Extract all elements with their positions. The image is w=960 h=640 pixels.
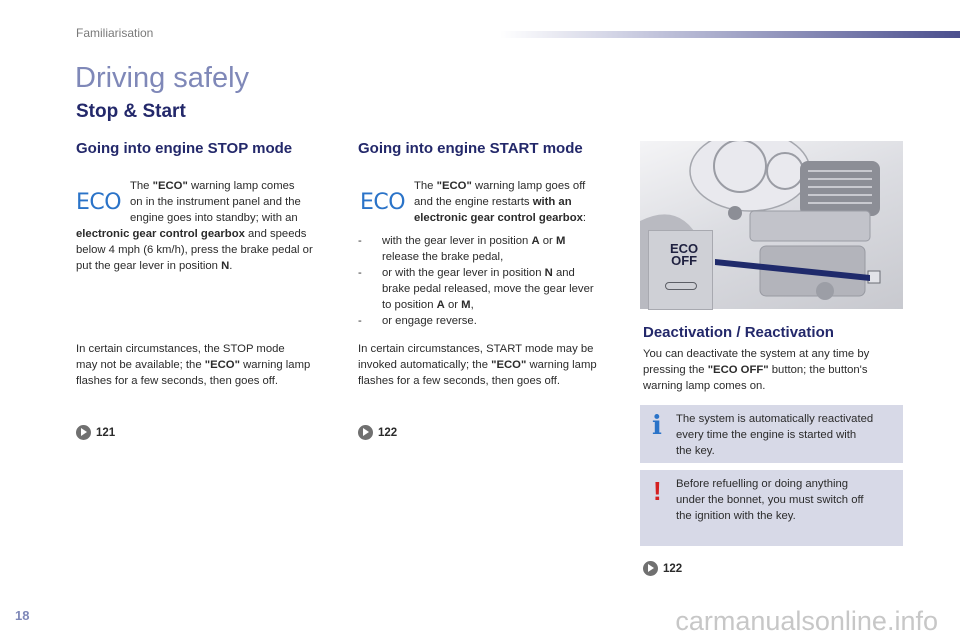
section-label: Familiarisation bbox=[76, 26, 154, 40]
page-reference-link[interactable]: 121 bbox=[76, 425, 115, 440]
start-intro-lines: The "ECO" warning lamp goes off and the engine restarts with an electronic gear control gearbox: bbox=[414, 180, 587, 225]
eco-off-button-label: ECO OFF bbox=[670, 241, 699, 268]
info-note-text: The system is automatically reactivated every time the engine is started with the key. bbox=[676, 413, 874, 458]
start-automatic-note: In certain circumstances, START mode may be invoked automatically; the "ECO" warning lamp flashes for a few seconds, then goes off. bbox=[358, 343, 597, 388]
list-item: - or with the gear lever in position N and brake pedal released, move the gear lever to position A or M, bbox=[358, 267, 594, 312]
header-gradient-bar bbox=[500, 31, 960, 38]
watermark: carmanualsonline.info bbox=[675, 606, 938, 636]
page-title: Driving safely bbox=[75, 62, 250, 94]
page-reference-arrow-icon bbox=[76, 425, 91, 440]
info-icon: i bbox=[652, 411, 662, 441]
page-reference-link[interactable]: 122 bbox=[643, 561, 682, 576]
warning-exclamation-icon: ! bbox=[653, 476, 662, 506]
deactivation-text: You can deactivate the system at any time by pressing the "ECO OFF" button; the button's warning lamp comes on. bbox=[643, 348, 870, 393]
eco-off-indicator-slot bbox=[665, 282, 697, 290]
info-note-box bbox=[640, 405, 903, 463]
start-mode-heading: Going into engine START mode bbox=[358, 140, 583, 157]
stop-availability-note: In certain circumstances, the STOP mode may not be available; the "ECO" warning lamp flashes for a few seconds, then goes off. bbox=[76, 343, 311, 388]
page-reference-arrow-icon bbox=[358, 425, 373, 440]
page-reference-arrow-icon bbox=[643, 561, 658, 576]
stop-mode-heading: Going into engine STOP mode bbox=[76, 140, 293, 157]
eco-warning-lamp-icon: ECO bbox=[360, 190, 406, 215]
warning-note-box bbox=[640, 470, 903, 546]
warning-note-text: Before refuelling or doing anything under the bonnet, you must switch off the ignition with the key. bbox=[676, 478, 864, 523]
page-reference-link[interactable]: 122 bbox=[358, 425, 397, 440]
list-item: - with the gear lever in position A or M release the brake pedal, bbox=[358, 235, 566, 264]
list-item: - or engage reverse. bbox=[358, 315, 477, 327]
stop-intro-lines: The "ECO" warning lamp comes on in the instrument panel and the engine goes into standby; with an bbox=[130, 180, 301, 225]
eco-warning-lamp-icon: ECO bbox=[76, 190, 122, 215]
page-number: 18 bbox=[15, 608, 30, 623]
section-title: Stop & Start bbox=[76, 101, 186, 122]
deactivation-heading: Deactivation / Reactivation bbox=[643, 324, 834, 341]
stop-intro-continued: electronic gear control gearbox and speeds below 4 mph (6 km/h), press the brake pedal or put the gear lever in position N. bbox=[76, 228, 313, 273]
